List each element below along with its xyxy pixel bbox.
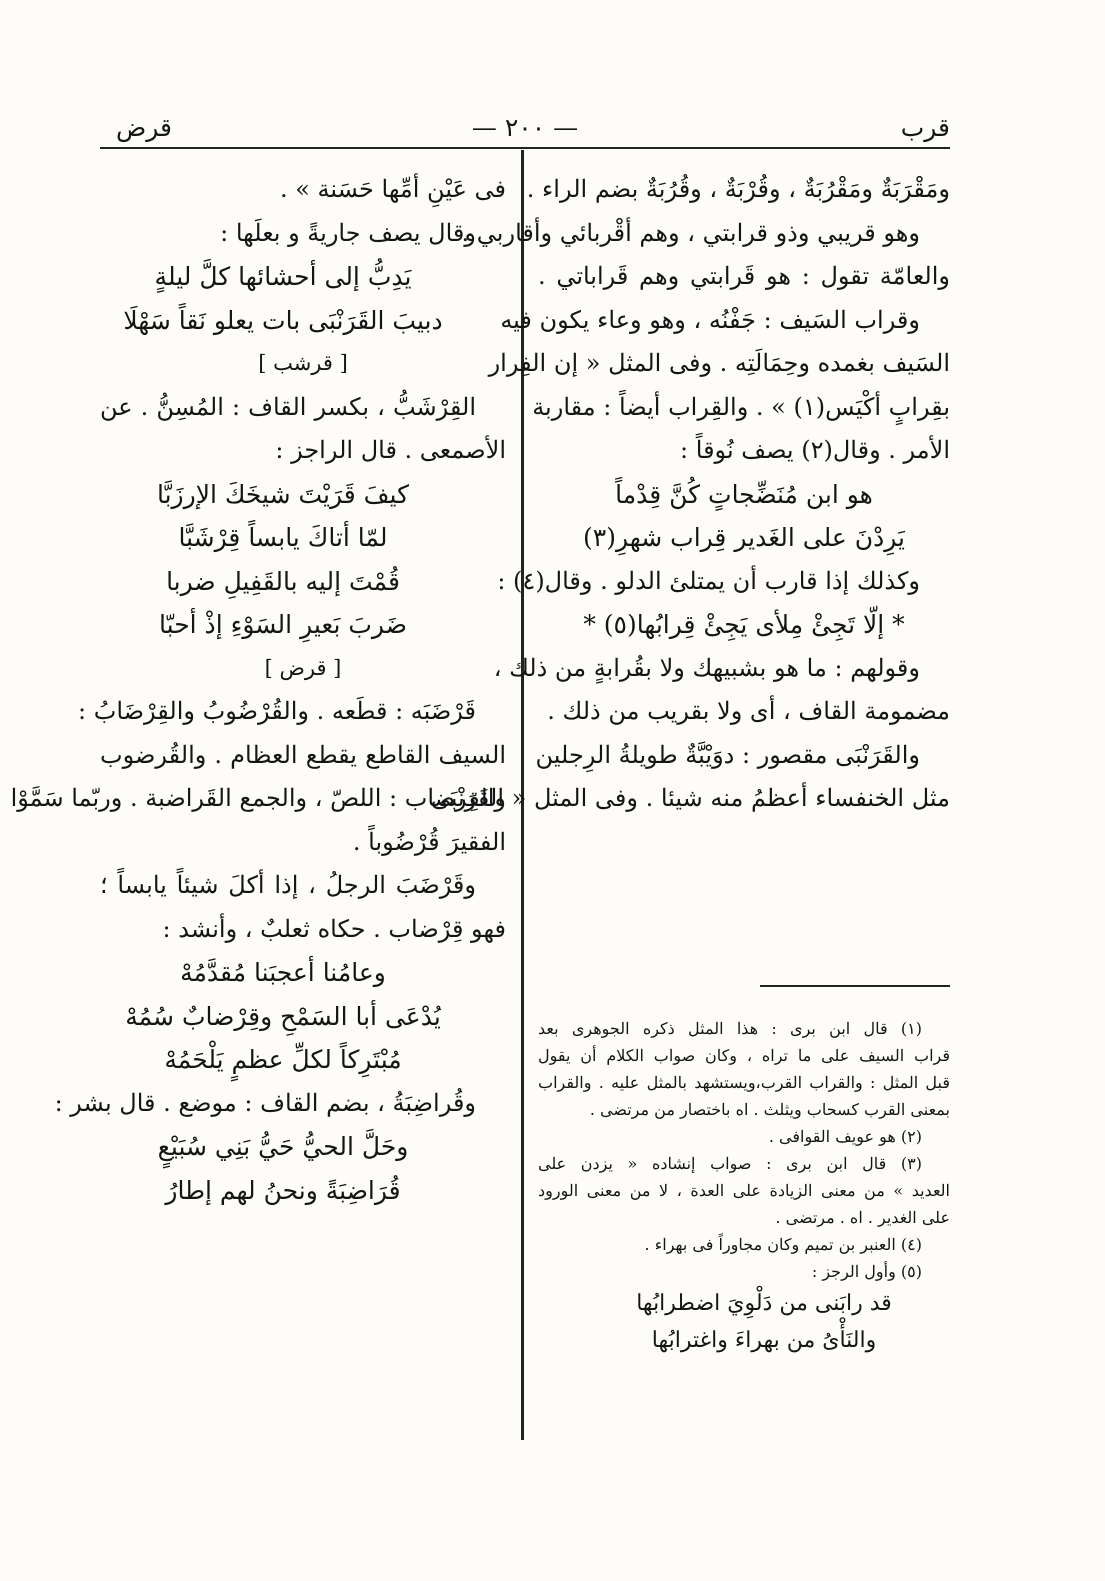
entry-heading: [ قرشب ]: [258, 351, 348, 375]
text-line: ومَقْرَبَةٌ ومَقْرُبَةٌ ، وقُرْبَةٌ ، وقُرُبَةٌ بضم الراء .: [526, 175, 950, 203]
page-number: — ٢٠٠ —: [471, 113, 579, 142]
text-line: السَيف بغمده وحِمَالَتِه . وفى المثل « إن الفِرار: [488, 349, 950, 377]
footnote-line: قراب السيف على ما تراه ، وكان صواب الكلام أن يقول: [538, 1046, 950, 1065]
verse-line: وحَلَّ الحيُّ حَيُّ بَنِي سُبَيْعٍ: [157, 1132, 409, 1161]
text-line: فى عَيْنِ أمِّها حَسَنة » .: [279, 175, 506, 203]
footnote-rule: [760, 985, 950, 987]
footnote-line: على الغدير . اه . مرتضى .: [775, 1208, 950, 1227]
text-line: السيف القاطع يقطع العظام . والقُرضوب: [100, 740, 506, 769]
text-line: بقِرابٍ أكْيَس(١) » . والقِراب أيضاً : مقاربة: [532, 392, 950, 421]
running-head-left: قرض: [116, 113, 172, 142]
text-line: مثل الخنفساء أعظمُ منه شيئا . وفى المثل « القَرَنْبَى: [430, 784, 950, 812]
footnote-line: (١) قال ابن برى : هذا المثل ذكره الجوهرى بعد: [538, 1019, 922, 1038]
text-line: والعامّة تقول : هو قَرابتي وهم قَراباتي .: [538, 262, 950, 290]
footnote-line: العديد » من معنى الزيادة على العدة ، لا من معنى الورود: [538, 1181, 950, 1200]
footnote-line: (٣) قال ابن برى : صواب إنشاده « يزدن على: [538, 1154, 922, 1173]
verse-line: قُمْتَ إليه بالقَفِيلِ ضربا: [166, 566, 400, 596]
entry-heading: [ قرض ]: [264, 655, 342, 680]
text-line: والقِرضاب : اللصّ ، والجمع القَراضبة . وربّما سَمَّوْا: [10, 784, 506, 812]
verse-line: وعامُنا أعجبَنا مُقدَّمُهْ: [180, 958, 386, 987]
verse-line: هو ابن مُنَضِّجاتٍ كُنَّ قِدْماً: [615, 479, 873, 509]
running-head-right: قرب: [900, 113, 950, 142]
verse-line: لمّا أتاكَ يابساً قِرْشَبَّا: [178, 523, 388, 552]
footnote-verse-line: والنَأْىُ من بهراءَ واغترابُها: [651, 1328, 877, 1353]
text-line: وقَرْضَبَ الرجلُ ، إذا أكلَ شيئاً يابساً ؛: [100, 871, 476, 899]
text-line: فهو قِرْضاب . حكاه ثعلبٌ ، وأنشد :: [162, 914, 506, 943]
text-line: والقَرَنْبَى مقصور : دوَيْبَّةٌ طويلةُ الرِجلين: [535, 740, 920, 769]
verse-line: قُرَاضِبَةً ونحنُ لهم إطارُ: [165, 1175, 401, 1205]
footnotes: [538, 1015, 950, 1359]
verse-line: يَدِبُّ إلى أحشائها كلَّ ليلةٍ: [154, 262, 412, 291]
text-line: وقولهم : ما هو بشبيهك ولا بقُرابةٍ من ذلك ،: [493, 653, 920, 682]
verse-line: مُبْتَرِكاً لكلِّ عظمٍ يَلْحَمُهْ: [164, 1045, 402, 1074]
text-line: مضمومة القاف ، أى ولا بقريب من ذلك .: [547, 697, 950, 725]
verse-line: ضَربَ بَعيرِ السَوْءِ إذْ أحبّا: [159, 610, 407, 639]
verse-line: * إلّا تَجِئْ مِلأى يَجِئْ قِرابُها(٥) *: [583, 610, 905, 639]
footnote-line: (٢) هو عويف القوافى .: [768, 1127, 922, 1146]
footnote-line: (٤) العنبر بن تميم وكان مجاوراً فى بهراء .: [644, 1235, 922, 1254]
page-header: [100, 112, 950, 152]
text-line: القِرْشَبُّ ، بكسر القاف : المُسِنُّ . عن: [100, 392, 476, 421]
text-line: الفقيرَ قُرْضُوباً .: [352, 827, 506, 856]
text-line: وهو قريبي وذو قرابتي ، وهم أقْربائي وأقاربي .: [461, 218, 920, 247]
text-line: قَرْضَبَه : قطَعه . والقُرْضُوبُ والقِرْضَابُ :: [78, 697, 476, 725]
footnote-verse-line: قد رابَنى من دَلْوِيَ اضطرابُها: [636, 1291, 892, 1316]
text-line: وقراب السَيف : جَفْنُه ، وهو وعاء يكون فيه: [500, 305, 920, 334]
header-rule: [100, 147, 950, 149]
text-line: وقُراضِبَةُ ، بضم القاف : موضع . قال بشر :: [54, 1088, 476, 1117]
right-column: [430, 168, 950, 821]
verse-line: يَرِدْنَ على الغَدير قِراب شهرِ(٣): [582, 523, 905, 552]
verse-line: كيفَ قَرَيْتَ شيخَكَ الإرزَبَّا: [156, 479, 410, 509]
verse-line: دبيبَ القَرَنْبَى بات يعلو نَقاً سَهْلَا: [123, 305, 443, 335]
footnote-line: (٥) وأول الرجز :: [811, 1262, 922, 1281]
verse-line: يُدْعَى أبا السَمْحِ وقِرْضابٌ سُمُهْ: [125, 1001, 441, 1031]
footnote-line: قبل المثل : والقراب القرب،ويستشهد بالمثل عليه . والقراب: [538, 1073, 950, 1092]
text-line: الأصمعى . قال الراجز :: [275, 436, 506, 464]
footnote-line: بمعنى القرب كسحاب ويثلث . اه باختصار من مرتضى .: [589, 1100, 950, 1119]
text-line: الأمر . وقال(٢) يصف نُوقاً :: [680, 436, 950, 464]
text-line: وقال يصف جاريةً و بعلَها :: [220, 218, 476, 247]
text-line: وكذلك إذا قارب أن يمتلئ الدلو . وقال(٤) :: [497, 566, 920, 595]
left-column: [10, 168, 506, 1212]
